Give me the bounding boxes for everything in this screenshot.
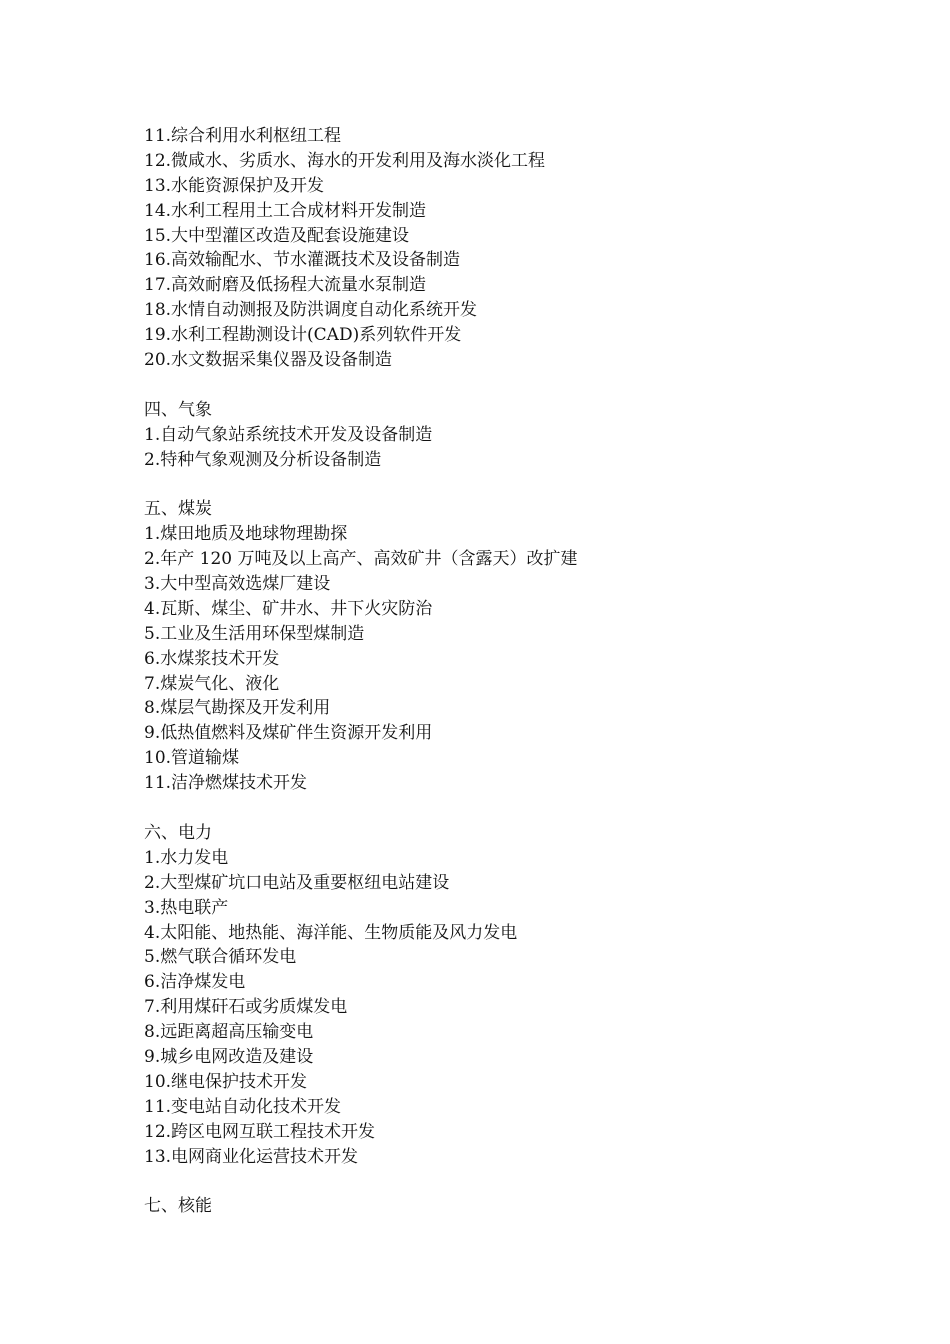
section-power xyxy=(144,821,844,1169)
section-gap xyxy=(144,472,844,497)
list-item: 16.高效输配水、节水灌溉技术及设备制造 xyxy=(144,250,461,271)
section-meteorology xyxy=(144,398,844,473)
list-item: 1.自动气象站系统技术开发及设备制造 xyxy=(144,424,433,445)
section-nuclear xyxy=(144,1194,844,1219)
list-item: 19.水利工程勘测设计(CAD)系列软件开发 xyxy=(144,325,462,346)
list-item: 5.燃气联合循环发电 xyxy=(144,947,297,968)
list-item: 18.水情自动测报及防洪调度自动化系统开发 xyxy=(144,300,478,321)
list-item: 13.电网商业化运营技术开发 xyxy=(144,1146,359,1167)
section-heading: 五、煤炭 xyxy=(144,499,212,520)
document-page xyxy=(144,124,844,1219)
list-item: 9.低热值燃料及煤矿伴生资源开发利用 xyxy=(144,723,433,744)
list-item: 10.管道输煤 xyxy=(144,748,240,769)
list-item: 2.大型煤矿坑口电站及重要枢纽电站建设 xyxy=(144,872,450,893)
list-item: 12.跨区电网互联工程技术开发 xyxy=(144,1121,376,1142)
list-item: 7.利用煤矸石或劣质煤发电 xyxy=(144,997,348,1018)
list-item: 6.洁净煤发电 xyxy=(144,972,246,993)
list-item: 7.煤炭气化、液化 xyxy=(144,673,280,694)
list-item: 11.变电站自动化技术开发 xyxy=(144,1096,342,1117)
list-item: 9.城乡电网改造及建设 xyxy=(144,1046,314,1067)
section-water-continued xyxy=(144,124,844,373)
list-item: 3.热电联产 xyxy=(144,897,229,918)
list-item: 10.继电保护技术开发 xyxy=(144,1071,308,1092)
list-item: 8.煤层气勘探及开发利用 xyxy=(144,698,331,719)
section-gap xyxy=(144,1169,844,1194)
section-coal xyxy=(144,497,844,796)
list-item: 11.洁净燃煤技术开发 xyxy=(144,773,308,794)
list-item: 8.远距离超高压输变电 xyxy=(144,1022,314,1043)
list-item: 12.微咸水、劣质水、海水的开发利用及海水淡化工程 xyxy=(144,150,546,171)
section-heading: 四、气象 xyxy=(144,399,212,420)
list-item: 2.特种气象观测及分析设备制造 xyxy=(144,449,382,470)
list-item: 1.煤田地质及地球物理勘探 xyxy=(144,524,348,545)
list-item: 14.水利工程用土工合成材料开发制造 xyxy=(144,200,427,221)
list-item: 4.太阳能、地热能、海洋能、生物质能及风力发电 xyxy=(144,922,518,943)
list-item: 13.水能资源保护及开发 xyxy=(144,175,325,196)
list-item: 20.水文数据采集仪器及设备制造 xyxy=(144,350,393,371)
list-item: 11.综合利用水利枢纽工程 xyxy=(144,126,342,146)
section-gap xyxy=(144,796,844,821)
list-item: 4.瓦斯、煤尘、矿井水、井下火灾防治 xyxy=(144,598,433,619)
section-heading: 六、电力 xyxy=(144,822,212,843)
list-item: 15.大中型灌区改造及配套设施建设 xyxy=(144,225,410,246)
section-gap xyxy=(144,373,844,398)
list-item: 3.大中型高效选煤厂建设 xyxy=(144,574,331,595)
list-item: 1.水力发电 xyxy=(144,847,229,868)
section-heading: 七、核能 xyxy=(144,1196,212,1217)
list-item: 2.年产 120 万吨及以上高产、高效矿井（含露天）改扩建 xyxy=(144,549,578,570)
list-item: 17.高效耐磨及低扬程大流量水泵制造 xyxy=(144,275,427,296)
list-item: 5.工业及生活用环保型煤制造 xyxy=(144,623,365,644)
list-item: 6.水煤浆技术开发 xyxy=(144,648,280,669)
